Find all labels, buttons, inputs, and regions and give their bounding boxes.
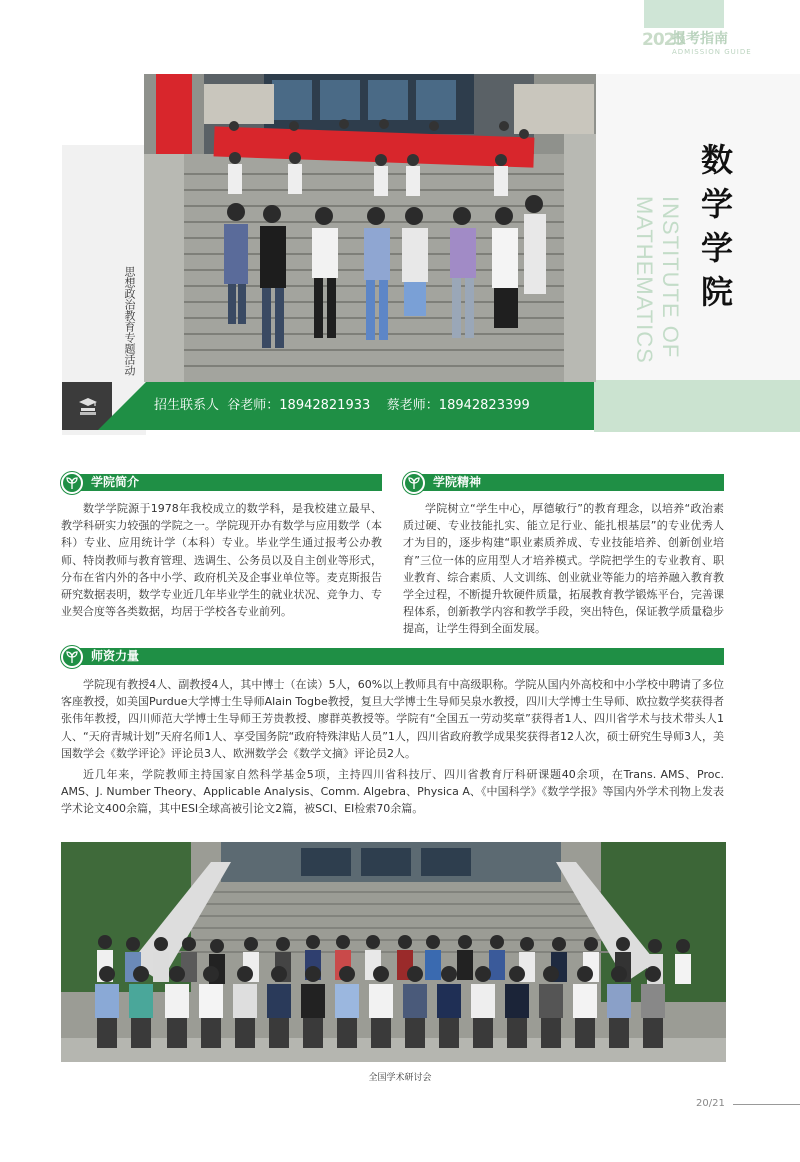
- page-title: 数学学院: [700, 141, 733, 311]
- section-header-faculty: [61, 646, 724, 668]
- sprout-icon: [403, 472, 425, 494]
- section-header-intro: [61, 472, 382, 494]
- contact-phone-1: 谷老师：18942821933: [227, 398, 371, 413]
- brand-title: 报考指南: [672, 31, 728, 47]
- contact-phone-2: 蔡老师：18942823399: [386, 398, 530, 413]
- section-title: 学院简介: [91, 475, 140, 489]
- brand-year: 2025: [642, 30, 686, 50]
- section-title: 学院精神: [433, 475, 482, 489]
- page-title-english: [631, 196, 691, 396]
- photo-caption: 全国学术研讨会: [368, 1073, 432, 1083]
- intro-text: 数学学院源于1978年我校成立的数学科，是我校建立最早、教学科研实力较强的学院之一。学院现开办有数学与应用数学（本科）专业、应用统计学（本科）专业。毕业学生通过报考公办教师、特岗教师与教育管理、选调生、公务员以及自主创业等形式，分布在省内外的各中小学、政府机关及企事业单位等。麦克斯报告研究数据表明，数学专业近几年毕业学生的就业状况、竞争力、专业契合度等各类数据，均居于学校各专业前列。: [61, 502, 382, 619]
- header-decor-bar: [644, 0, 724, 28]
- brand-subtitle: ADMISSION GUIDE: [672, 48, 752, 56]
- sprout-icon: [61, 646, 83, 668]
- books-graduation-icon: [76, 394, 100, 418]
- page-number: 20/21: [696, 1098, 725, 1109]
- faculty-text-1: 学院现有教授4人、副教授4人，其中博士（在读）5人，60%以上教师具有中高级职称。学院从国内外高校和中小学校中聘请了多位客座教授，如美国Purdue大学博士生导师Alain Togbe教授，复旦大学博士生导师吴泉水教授，四川大学博士生导师、欧拉数学奖获得者张伟年教授，四川师范大学博士生导师王芳贵教授、廖群英教授等。学院有“全国五一劳动奖章”获得者1人、四川省学术与技术带头人1人、“天府青城计划”天府名师1人、享受国务院“政府特殊津贴人员”1人，四川省政府教学成果奖获得者12人次，硕士研究生导师3人，美国数学会《数学评论》评论员3人、欧洲数学会《数学文摘》评论员2人。: [61, 678, 724, 760]
- sprout-icon: [61, 472, 83, 494]
- page-number-rule: [733, 1104, 800, 1105]
- contact-label: 招生联系人: [154, 398, 220, 413]
- section-header-spirit: [403, 472, 724, 494]
- section-title: 师资力量: [91, 649, 140, 663]
- faculty-text-2: 近几年来，学院教师主持国家自然科学基金5项，主持四川省科技厅、四川省教育厅科研课题40余项，在Trans. AMS、Proc. AMS、J. Number Theory、Applicable Analysis、Comm. Algebra、Physica A、《中国科学》《数学学报》等国内外学术刊物上发表学术论文400余篇，其中ESI全球高被引论文2篇，被SCI、EI检索70余篇。: [61, 768, 724, 816]
- page-title-english-text: INSTITUTE OF MATHEMATICS: [632, 196, 683, 364]
- spirit-text: 学院树立“学生中心，厚德敏行”的教育理念，以培养“政治素质过硬、专业技能扎实、能立足行业、能扎根基层”的专业优秀人才为目的，逐步构建“职业素质养成、专业技能培养、创新创业培育”三位一体的应用型人才培养模式。学院把学生的专业教育、职业教育、综合素质、人文训练、创业就业等能力的培养融入教育教学全过程，不断提升软硬件质量，拓展教育教学锻炼平台，完善课程体系，创新教学内容和教学手段，突出特色，保证教学质量稳步提高，让学生得到全面发展。: [403, 502, 724, 636]
- group-photo: [61, 842, 726, 1062]
- photo-side-caption: 思想政治教育专题活动: [123, 266, 136, 376]
- hero-green-block: [594, 380, 800, 432]
- hero-photo: [144, 74, 596, 382]
- brand-logo: [642, 32, 752, 68]
- section-header-bar: [71, 648, 724, 665]
- contact-info: [154, 397, 530, 415]
